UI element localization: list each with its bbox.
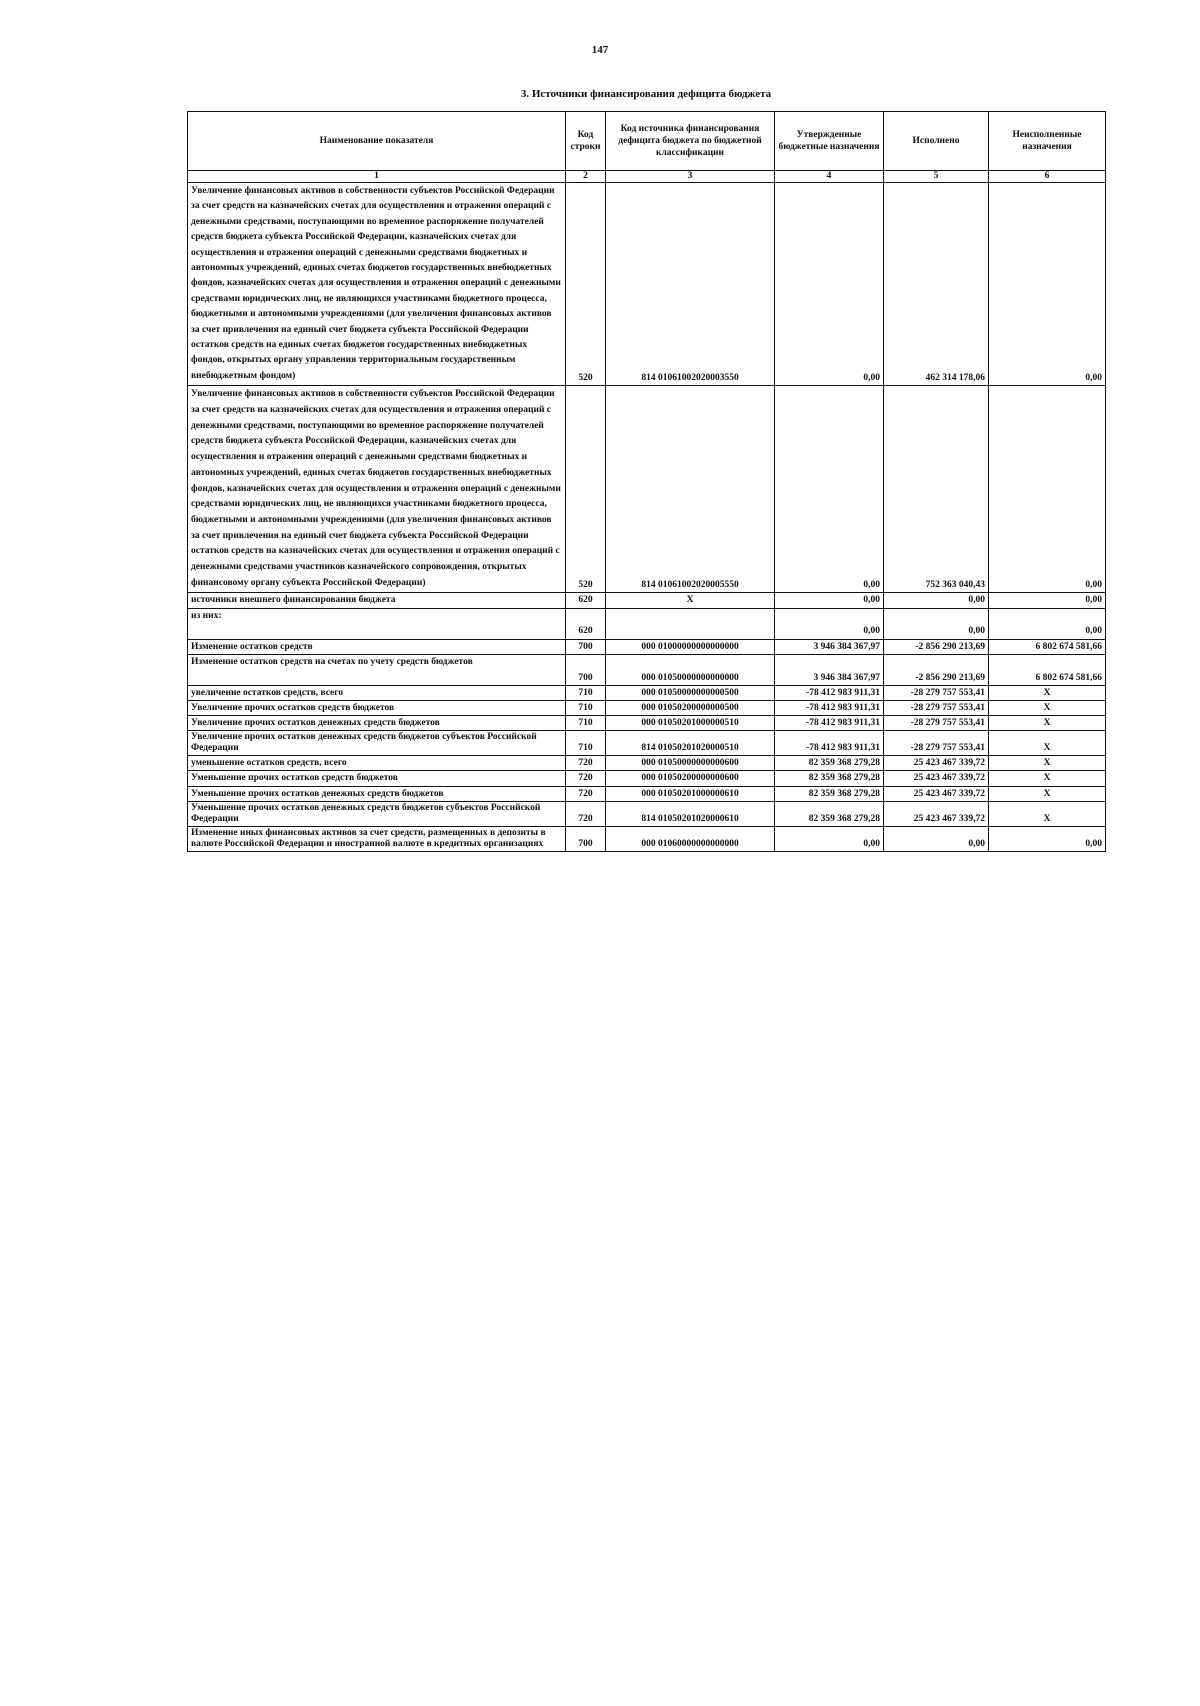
row-name: Уменьшение прочих остатков денежных средств бюджетов субъектов Российской Федерации xyxy=(188,801,566,826)
row-code: 720 xyxy=(566,771,606,786)
row-unexecuted: X xyxy=(989,801,1106,826)
row-code: 710 xyxy=(566,700,606,715)
row-name: Изменение иных финансовых активов за счет средств, размещенных в депозиты в валюте Российской Федерации и иностранной валюте в кредитных организациях xyxy=(188,826,566,851)
row-source-code: 814 01061002020005550 xyxy=(606,386,775,593)
row-name: увеличение остатков средств, всего xyxy=(188,685,566,700)
row-approved: -78 412 983 911,31 xyxy=(775,716,884,731)
row-code: 700 xyxy=(566,826,606,851)
row-name: уменьшение остатков средств, всего xyxy=(188,756,566,771)
table-row xyxy=(188,786,1106,801)
row-approved: 82 359 368 279,28 xyxy=(775,801,884,826)
row-unexecuted: 0,00 xyxy=(989,593,1106,608)
row-name: источники внешнего финансирования бюджета xyxy=(188,593,566,608)
row-name: Увеличение финансовых активов в собственности субъектов Российской Федерации за счет средств на казначейских счетах для осуществления и отражения операций с денежными средствами, поступающими во временное распоряжение получателей средств бюджета субъекта Российской Федерации, казначейских счетах для осуществления и отражения операций с денежными средствами бюджетных и автономных учреждений, единых счетах бюджетов государственных внебюджетных фондов, казначейских счетах для осуществления и отражения операций с денежными средствами юридических лиц, не являющихся участниками бюджетного процесса, бюджетными и автономными учреждениями (для увеличения финансовых активов за счет привлечения на единый счет бюджета субъекта Российской Федерации остатков средств на единых счетах бюджетов государственных внебюджетных фондов, открытых органу управления территориальным государственным внебюджетным фондом) xyxy=(188,183,566,386)
row-code: 620 xyxy=(566,593,606,608)
row-approved: 0,00 xyxy=(775,608,884,639)
row-code: 720 xyxy=(566,756,606,771)
column-number: 4 xyxy=(775,171,884,183)
row-code: 710 xyxy=(566,716,606,731)
row-approved: 0,00 xyxy=(775,826,884,851)
row-executed: 752 363 040,43 xyxy=(884,386,989,593)
table-row xyxy=(188,639,1106,654)
row-unexecuted: X xyxy=(989,756,1106,771)
sources-table xyxy=(187,111,1106,852)
row-approved: -78 412 983 911,31 xyxy=(775,731,884,756)
row-unexecuted: X xyxy=(989,716,1106,731)
row-executed: 0,00 xyxy=(884,608,989,639)
header-approved: Утвержденные бюджетные назначения xyxy=(775,112,884,171)
row-executed: 25 423 467 339,72 xyxy=(884,786,989,801)
table-row xyxy=(188,608,1106,639)
row-source-code: 000 01050000000000000 xyxy=(606,654,775,685)
row-executed: -28 279 757 553,41 xyxy=(884,716,989,731)
row-source-code: 000 01050200000000500 xyxy=(606,700,775,715)
table-row xyxy=(188,756,1106,771)
row-unexecuted: 0,00 xyxy=(989,608,1106,639)
header-source-code: Код источника финансирования дефицита бюджета по бюджетной классификации xyxy=(606,112,775,171)
row-code: 520 xyxy=(566,386,606,593)
row-name: Увеличение финансовых активов в собственности субъектов Российской Федерации за счет средств на казначейских счетах для осуществления и отражения операций с денежными средствами, поступающими во временное распоряжение получателей средств бюджета субъекта Российской Федерации, казначейских счетах для осуществления и отражения операций с денежными средствами бюджетных и автономных учреждений, единых счетах бюджетов государственных внебюджетных фондов, казначейских счетах для осуществления и отражения операций с денежными средствами юридических лиц, не являющихся участниками бюджетного процесса, бюджетными и автономными учреждениями (для увеличения финансовых активов за счет привлечения на единый счет бюджета субъекта Российской Федерации остатков средств на казначейских счетах для осуществления и отражения операций с денежными средствами участников казначейского сопровождения, открытых финансовому органу субъекта Российской Федерации) xyxy=(188,386,566,593)
table-row xyxy=(188,685,1106,700)
table-row xyxy=(188,731,1106,756)
row-source-code: 000 01050201000000610 xyxy=(606,786,775,801)
row-name: Изменение остатков средств xyxy=(188,639,566,654)
row-code: 720 xyxy=(566,786,606,801)
table-row xyxy=(188,386,1106,593)
row-executed: -28 279 757 553,41 xyxy=(884,700,989,715)
row-source-code: 814 01061002020003550 xyxy=(606,183,775,386)
row-source-code: 000 01050201000000510 xyxy=(606,716,775,731)
row-unexecuted: 6 802 674 581,66 xyxy=(989,654,1106,685)
row-unexecuted: X xyxy=(989,731,1106,756)
row-approved: 3 946 384 367,97 xyxy=(775,654,884,685)
row-executed: -2 856 290 213,69 xyxy=(884,639,989,654)
row-executed: 25 423 467 339,72 xyxy=(884,801,989,826)
row-name: Уменьшение прочих остатков средств бюджетов xyxy=(188,771,566,786)
row-name: Увеличение прочих остатков денежных средств бюджетов xyxy=(188,716,566,731)
row-approved: 0,00 xyxy=(775,593,884,608)
column-number: 5 xyxy=(884,171,989,183)
table-row xyxy=(188,183,1106,386)
row-source-code: 000 01060000000000000 xyxy=(606,826,775,851)
row-executed: -28 279 757 553,41 xyxy=(884,731,989,756)
row-source-code: 000 01050200000000600 xyxy=(606,771,775,786)
row-executed: -28 279 757 553,41 xyxy=(884,685,989,700)
row-executed: 0,00 xyxy=(884,593,989,608)
table-row xyxy=(188,654,1106,685)
row-executed: 25 423 467 339,72 xyxy=(884,771,989,786)
column-number-row xyxy=(188,171,1106,183)
header-name: Наименование показателя xyxy=(188,112,566,171)
row-source-code: 000 01050000000000600 xyxy=(606,756,775,771)
row-executed: -2 856 290 213,69 xyxy=(884,654,989,685)
row-approved: 0,00 xyxy=(775,183,884,386)
table-row xyxy=(188,771,1106,786)
row-unexecuted: X xyxy=(989,700,1106,715)
row-name: Изменение остатков средств на счетах по учету средств бюджетов xyxy=(188,654,566,685)
table-row xyxy=(188,716,1106,731)
row-approved: -78 412 983 911,31 xyxy=(775,700,884,715)
row-executed: 25 423 467 339,72 xyxy=(884,756,989,771)
column-number: 2 xyxy=(566,171,606,183)
row-source-code: X xyxy=(606,593,775,608)
row-source-code: 000 01000000000000000 xyxy=(606,639,775,654)
row-source-code: 814 01050201020000510 xyxy=(606,731,775,756)
row-code: 710 xyxy=(566,685,606,700)
row-unexecuted: 6 802 674 581,66 xyxy=(989,639,1106,654)
table-row xyxy=(188,700,1106,715)
row-executed: 0,00 xyxy=(884,826,989,851)
column-number: 3 xyxy=(606,171,775,183)
row-approved: 0,00 xyxy=(775,386,884,593)
row-code: 620 xyxy=(566,608,606,639)
column-number: 6 xyxy=(989,171,1106,183)
page-number: 147 xyxy=(591,44,609,56)
row-source-code: 000 01050000000000500 xyxy=(606,685,775,700)
row-executed: 462 314 178,06 xyxy=(884,183,989,386)
row-code: 520 xyxy=(566,183,606,386)
row-name: из них: xyxy=(188,608,566,639)
table-row xyxy=(188,593,1106,608)
row-unexecuted: X xyxy=(989,786,1106,801)
row-source-code xyxy=(606,608,775,639)
header-row xyxy=(188,112,1106,171)
row-unexecuted: X xyxy=(989,771,1106,786)
row-code: 700 xyxy=(566,654,606,685)
header-unexecuted: Неисполненные назначения xyxy=(989,112,1106,171)
row-code: 720 xyxy=(566,801,606,826)
table-row xyxy=(188,826,1106,851)
column-number: 1 xyxy=(188,171,566,183)
row-name: Уменьшение прочих остатков денежных средств бюджетов xyxy=(188,786,566,801)
row-approved: 82 359 368 279,28 xyxy=(775,786,884,801)
header-line-code: Код строки xyxy=(566,112,606,171)
row-unexecuted: X xyxy=(989,685,1106,700)
row-unexecuted: 0,00 xyxy=(989,826,1106,851)
row-approved: 82 359 368 279,28 xyxy=(775,771,884,786)
row-approved: -78 412 983 911,31 xyxy=(775,685,884,700)
row-unexecuted: 0,00 xyxy=(989,183,1106,386)
table-row xyxy=(188,801,1106,826)
row-approved: 3 946 384 367,97 xyxy=(775,639,884,654)
row-name: Увеличение прочих остатков денежных средств бюджетов субъектов Российской Федерации xyxy=(188,731,566,756)
row-approved: 82 359 368 279,28 xyxy=(775,756,884,771)
row-unexecuted: 0,00 xyxy=(989,386,1106,593)
row-name: Увеличение прочих остатков средств бюджетов xyxy=(188,700,566,715)
header-executed: Исполнено xyxy=(884,112,989,171)
row-code: 710 xyxy=(566,731,606,756)
row-code: 700 xyxy=(566,639,606,654)
row-source-code: 814 01050201020000610 xyxy=(606,801,775,826)
section-title: 3. Источники финансирования дефицита бюджета xyxy=(520,88,772,100)
